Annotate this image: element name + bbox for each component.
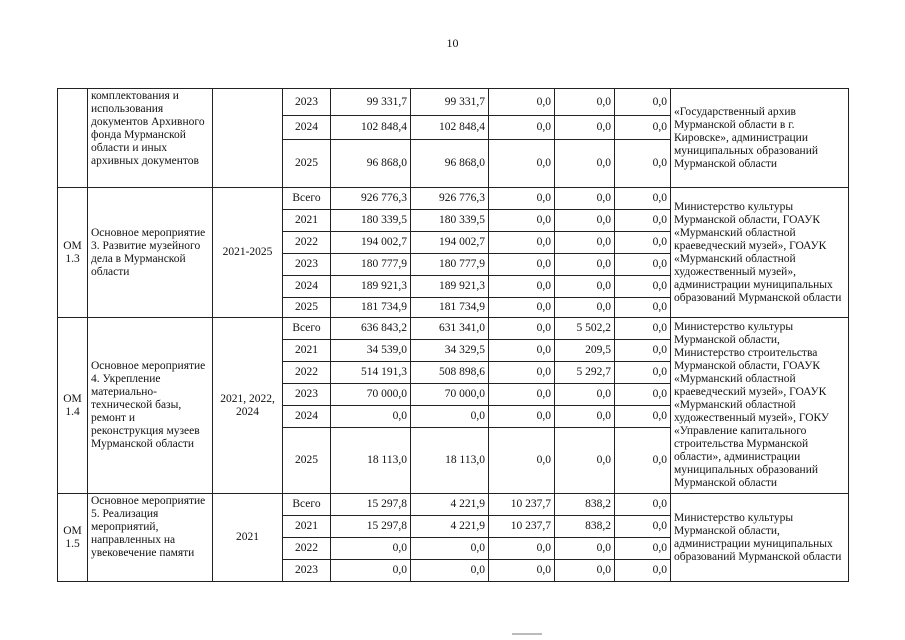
regional-budget-cell: 180 339,5 — [411, 210, 489, 232]
regional-budget-cell: 631 341,0 — [411, 318, 489, 340]
regional-budget-cell: 34 329,5 — [411, 340, 489, 362]
measure-code: ОМ 1.5 — [58, 494, 88, 582]
federal-budget-cell: 0,0 — [489, 210, 555, 232]
measure-period — [213, 89, 283, 188]
regional-budget-cell: 96 868,0 — [411, 140, 489, 188]
regional-budget-cell: 102 848,4 — [411, 116, 489, 140]
year-cell: 2024 — [283, 116, 331, 140]
local-budget-cell: 0,0 — [555, 116, 615, 140]
local-budget-cell: 0,0 — [555, 428, 615, 494]
budget-table — [57, 88, 849, 582]
year-cell: 2022 — [283, 232, 331, 254]
regional-budget-cell: 508 898,6 — [411, 362, 489, 384]
regional-budget-cell: 4 221,9 — [411, 516, 489, 538]
measure-period: 2021, 2022, 2024 — [213, 318, 283, 494]
total-cell: 926 776,3 — [331, 188, 411, 210]
federal-budget-cell: 0,0 — [489, 406, 555, 428]
year-cell: 2022 — [283, 538, 331, 560]
federal-budget-cell: 0,0 — [489, 560, 555, 582]
local-budget-cell: 5 292,7 — [555, 362, 615, 384]
year-cell: 2025 — [283, 298, 331, 318]
year-cell: 2023 — [283, 560, 331, 582]
year-cell: 2021 — [283, 340, 331, 362]
other-sources-cell: 0,0 — [615, 210, 671, 232]
other-sources-cell: 0,0 — [615, 140, 671, 188]
total-cell: 181 734,9 — [331, 298, 411, 318]
other-sources-cell: 0,0 — [615, 276, 671, 298]
regional-budget-cell: 0,0 — [411, 538, 489, 560]
total-cell: 0,0 — [331, 406, 411, 428]
total-cell: 180 777,9 — [331, 254, 411, 276]
year-cell: Всего — [283, 318, 331, 340]
scan-mark — [512, 633, 542, 635]
measure-executors: Министерство культуры Мурманской области, ГОАУК «Мурманский областной краеведческий музей», ГОАУК «Мурманский областной художественный музей», администрации муниципальных образований Мурманской области — [671, 188, 849, 318]
other-sources-cell: 0,0 — [615, 560, 671, 582]
total-cell: 34 539,0 — [331, 340, 411, 362]
measure-code: ОМ 1.4 — [58, 318, 88, 494]
local-budget-cell: 0,0 — [555, 140, 615, 188]
local-budget-cell: 0,0 — [555, 210, 615, 232]
federal-budget-cell: 10 237,7 — [489, 516, 555, 538]
regional-budget-cell: 18 113,0 — [411, 428, 489, 494]
measure-period: 2021-2025 — [213, 188, 283, 318]
regional-budget-cell: 0,0 — [411, 406, 489, 428]
other-sources-cell: 0,0 — [615, 254, 671, 276]
total-cell: 0,0 — [331, 560, 411, 582]
regional-budget-cell: 0,0 — [411, 560, 489, 582]
table-row — [58, 494, 849, 516]
other-sources-cell: 0,0 — [615, 116, 671, 140]
other-sources-cell: 0,0 — [615, 298, 671, 318]
year-cell: 2024 — [283, 406, 331, 428]
federal-budget-cell: 0,0 — [489, 188, 555, 210]
measure-name: Основное мероприятие 5. Реализация мероприятий, направленных на увековечение памяти — [88, 494, 213, 582]
federal-budget-cell: 0,0 — [489, 254, 555, 276]
total-cell: 0,0 — [331, 538, 411, 560]
local-budget-cell: 0,0 — [555, 538, 615, 560]
measure-executors: Министерство культуры Мурманской области, Министерство строительства Мурманской области, ГОАУК «Мурманский областной краеведческий музей», ГОАУК «Мурманский областной художественный музей», ГОКУ «Управление капитального строительства Мурманской области», администрации муниципальных образований Мурманской области — [671, 318, 849, 494]
total-cell: 102 848,4 — [331, 116, 411, 140]
measure-name: комплектования и использования документов Архивного фонда Мурманской области и иных архивных документов — [88, 89, 213, 188]
federal-budget-cell: 0,0 — [489, 428, 555, 494]
local-budget-cell: 0,0 — [555, 298, 615, 318]
year-cell: 2025 — [283, 428, 331, 494]
federal-budget-cell: 0,0 — [489, 232, 555, 254]
total-cell: 15 297,8 — [331, 494, 411, 516]
year-cell: Всего — [283, 494, 331, 516]
other-sources-cell: 0,0 — [615, 516, 671, 538]
total-cell: 194 002,7 — [331, 232, 411, 254]
year-cell: 2022 — [283, 362, 331, 384]
other-sources-cell: 0,0 — [615, 384, 671, 406]
federal-budget-cell: 0,0 — [489, 276, 555, 298]
other-sources-cell: 0,0 — [615, 428, 671, 494]
other-sources-cell: 0,0 — [615, 538, 671, 560]
year-cell: 2021 — [283, 516, 331, 538]
other-sources-cell: 0,0 — [615, 340, 671, 362]
local-budget-cell: 209,5 — [555, 340, 615, 362]
regional-budget-cell: 926 776,3 — [411, 188, 489, 210]
year-cell: 2025 — [283, 140, 331, 188]
measure-code — [58, 89, 88, 188]
other-sources-cell: 0,0 — [615, 89, 671, 116]
year-cell: 2023 — [283, 89, 331, 116]
local-budget-cell: 838,2 — [555, 494, 615, 516]
local-budget-cell: 0,0 — [555, 560, 615, 582]
regional-budget-cell: 180 777,9 — [411, 254, 489, 276]
local-budget-cell: 5 502,2 — [555, 318, 615, 340]
measure-code: ОМ 1.3 — [58, 188, 88, 318]
measure-name: Основное мероприятие 4. Укрепление материально-технической базы, ремонт и реконструкция музеев Мурманской области — [88, 318, 213, 494]
federal-budget-cell: 0,0 — [489, 384, 555, 406]
local-budget-cell: 0,0 — [555, 384, 615, 406]
table-row — [58, 318, 849, 340]
federal-budget-cell: 0,0 — [489, 140, 555, 188]
federal-budget-cell: 10 237,7 — [489, 494, 555, 516]
federal-budget-cell: 0,0 — [489, 298, 555, 318]
local-budget-cell: 0,0 — [555, 276, 615, 298]
measure-executors: «Государственный архив Мурманской области в г. Кировске», администрации муниципальных образований Мурманской области — [671, 89, 849, 188]
local-budget-cell: 838,2 — [555, 516, 615, 538]
year-cell: 2023 — [283, 384, 331, 406]
federal-budget-cell: 0,0 — [489, 340, 555, 362]
regional-budget-cell: 99 331,7 — [411, 89, 489, 116]
table-row — [58, 188, 849, 210]
other-sources-cell: 0,0 — [615, 362, 671, 384]
other-sources-cell: 0,0 — [615, 188, 671, 210]
federal-budget-cell: 0,0 — [489, 116, 555, 140]
regional-budget-cell: 181 734,9 — [411, 298, 489, 318]
total-cell: 70 000,0 — [331, 384, 411, 406]
total-cell: 180 339,5 — [331, 210, 411, 232]
regional-budget-cell: 189 921,3 — [411, 276, 489, 298]
federal-budget-cell: 0,0 — [489, 362, 555, 384]
table-row — [58, 89, 849, 116]
page-number: 10 — [446, 36, 459, 50]
total-cell: 15 297,8 — [331, 516, 411, 538]
regional-budget-cell: 194 002,7 — [411, 232, 489, 254]
other-sources-cell: 0,0 — [615, 232, 671, 254]
measure-executors: Министерство культуры Мурманской области, администрации муниципальных образований Мурманской области — [671, 494, 849, 582]
local-budget-cell: 0,0 — [555, 406, 615, 428]
measure-name: Основное мероприятие 3. Развитие музейного дела в Мурманской области — [88, 188, 213, 318]
regional-budget-cell: 70 000,0 — [411, 384, 489, 406]
total-cell: 189 921,3 — [331, 276, 411, 298]
local-budget-cell: 0,0 — [555, 232, 615, 254]
local-budget-cell: 0,0 — [555, 254, 615, 276]
total-cell: 96 868,0 — [331, 140, 411, 188]
total-cell: 18 113,0 — [331, 428, 411, 494]
year-cell: 2021 — [283, 210, 331, 232]
year-cell: 2024 — [283, 276, 331, 298]
other-sources-cell: 0,0 — [615, 318, 671, 340]
federal-budget-cell: 0,0 — [489, 318, 555, 340]
total-cell: 99 331,7 — [331, 89, 411, 116]
year-cell: Всего — [283, 188, 331, 210]
regional-budget-cell: 4 221,9 — [411, 494, 489, 516]
other-sources-cell: 0,0 — [615, 406, 671, 428]
other-sources-cell: 0,0 — [615, 494, 671, 516]
measure-period: 2021 — [213, 494, 283, 582]
year-cell: 2023 — [283, 254, 331, 276]
total-cell: 636 843,2 — [331, 318, 411, 340]
federal-budget-cell: 0,0 — [489, 538, 555, 560]
total-cell: 514 191,3 — [331, 362, 411, 384]
local-budget-cell: 0,0 — [555, 188, 615, 210]
federal-budget-cell: 0,0 — [489, 89, 555, 116]
local-budget-cell: 0,0 — [555, 89, 615, 116]
